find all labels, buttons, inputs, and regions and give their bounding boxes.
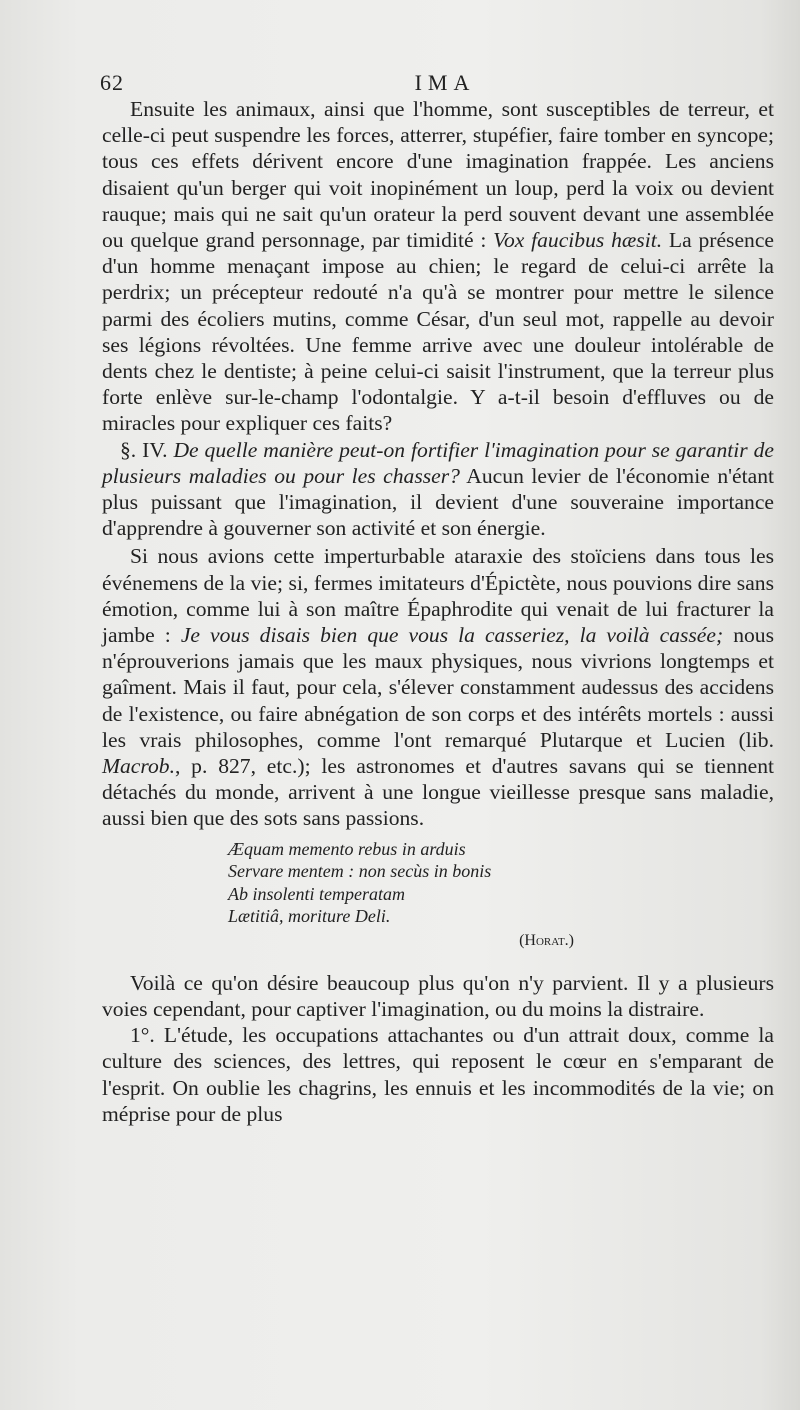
text-run: Aucun levier de l'économie n'étant plus puissant que l'imagination, il devient d'une souveraine importance d'apprendre à gouverner son activité et son énergie.	[102, 463, 774, 541]
text-run: §. IV.	[120, 437, 174, 462]
paragraphs-before-poem	[102, 96, 774, 832]
text-run: , p. 827, etc.); les astronomes et d'autres savans qui se tiennent détachés du monde, arrivent à une longue vieillesse presque sans maladie, aussi bien que des sots sans passions.	[102, 754, 774, 831]
italic-text: De quelle manière peut-on fortifier l'imagination pour se garantir de plusieurs maladies ou pour les chasser?	[102, 437, 774, 488]
poem-line: Ab insolenti temperatam	[228, 883, 405, 904]
poem-line: Lætitiâ, moriture Deli.	[228, 906, 391, 927]
paragraph	[102, 970, 774, 1022]
italic-text: Macrob.	[102, 754, 175, 779]
running-head: IMA	[414, 70, 476, 95]
page-number: 62	[100, 70, 124, 95]
poem-line: Servare mentem : non secùs in bonis	[228, 861, 492, 882]
page-header	[100, 70, 790, 98]
text-run: nous n'éprouverions jamais que les maux physiques, nous vivrions longtemps et gaîment. Mais il faut, pour cela, s'élever constamment audessus des accidens de l'existence, ou faire abnégation de son corps et des intérêts mortels : aussi les vrais philosophes, comme l'ont remarqué Plutarque et Lucien (lib.	[102, 623, 775, 752]
paragraph	[102, 1022, 774, 1127]
text-run: 1°. L'étude, les occupations attachantes ou d'un attrait doux, comme la culture des sciences, des lettres, qui reposent le cœur en s'emparant de l'esprit. On oublie les chagrins, les ennuis et les incommodités de la vie; on méprise pour de plus	[102, 1023, 774, 1126]
text-run: La présence d'un homme menaçant impose au chien; le regard de celui-ci arrête la perdrix; un précepteur redouté n'a qu'à se montrer pour mettre le silence parmi des écoliers mutins, comme César, d'un seul mot, rappelle au devoir ses légions révoltées. Une femme arrive avec une douleur intolérable de dents chez le dentiste; à peine celui-ci saisit l'instrument, que la terreur plus forte enlève sur-le-champ l'odontalgie. Y a-t-il besoin d'effluves ou de miracles pour expliquer ces faits?	[102, 228, 774, 436]
italic-text: Je vous disais bien que vous la casseriez, la voilà cassée;	[180, 623, 724, 648]
paragraphs-after-poem	[102, 970, 774, 1127]
text-run: Ensuite les animaux, ainsi que l'homme, sont susceptibles de terreur, et celle-ci peut suspendre les forces, atterrer, stupéfier, faire tomber en syncope; tous ces effets dérivent encore d'une imagination frappée. Les anciens disaient qu'un berger qui voit inopinément un loup, perd la voix ou devient rauque; mais qui ne sait qu'un orateur la perd souvent devant une assemblée ou quelque grand personnage, par timidité :	[102, 97, 774, 253]
paragraph	[102, 543, 774, 831]
italic-text: Vox faucibus hæsit.	[493, 228, 663, 253]
latin-quotation	[228, 838, 774, 928]
page-body	[102, 96, 774, 1127]
text-run: Si nous avions cette imperturbable ataraxie des stoïciens dans tous les événemens de la vie; si, fermes imitateurs d'Épictète, nous pouvions dire sans émotion, comme lui à son maître Épaphrodite qui venait de lui fracturer la jambe :	[102, 544, 774, 648]
paragraph	[102, 437, 774, 542]
poem-line: Æquam memento rebus in arduis	[228, 838, 466, 859]
text-run: Voilà ce qu'on désire beaucoup plus qu'on n'y parvient. Il y a plusieurs voies cependant, pour captiver l'imagination, ou du moins la distraire.	[102, 970, 774, 1021]
section-gap	[102, 952, 774, 970]
quotation-attribution: (Horat.)	[519, 931, 574, 949]
paragraph	[102, 96, 774, 437]
